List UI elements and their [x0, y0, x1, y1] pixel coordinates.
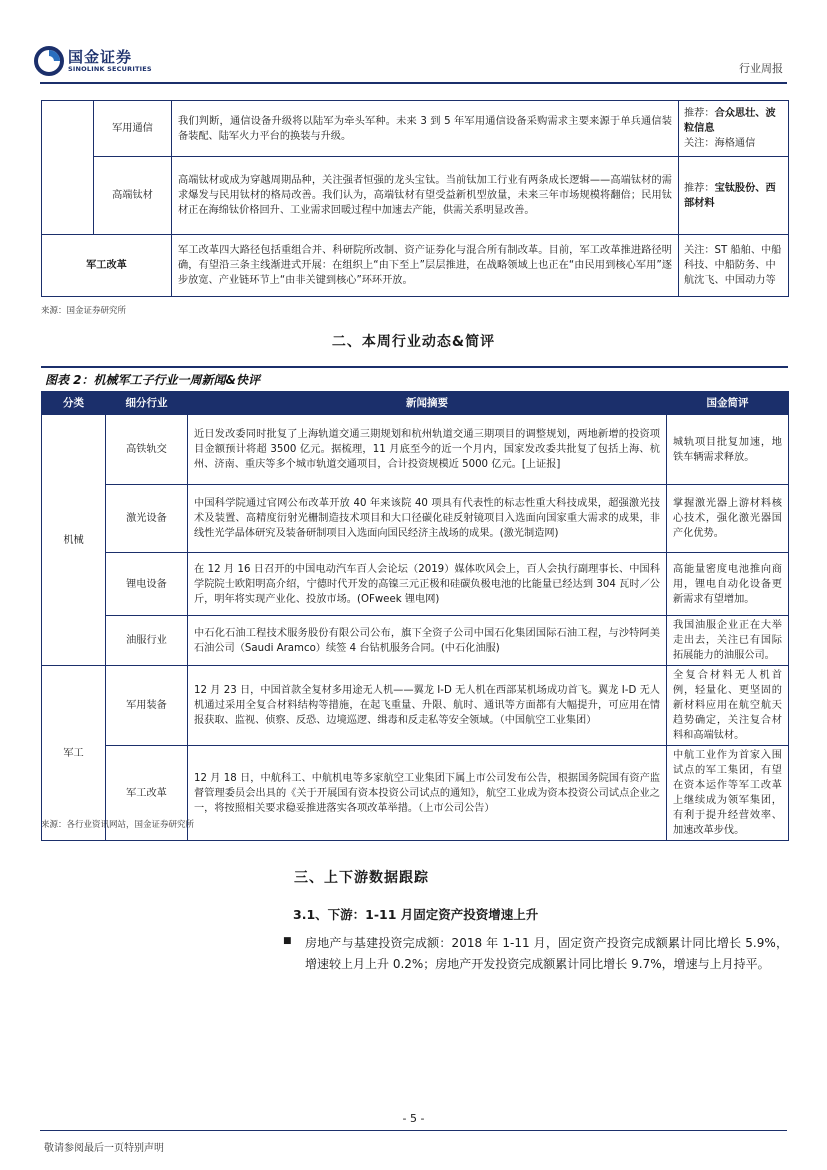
bullet-paragraph: [283, 933, 788, 975]
table-cell-sub: 油服行业: [106, 616, 188, 666]
recommend-prefix: 推荐：: [684, 182, 715, 194]
square-bullet-icon: ■: [283, 936, 292, 946]
table-row: [42, 616, 789, 666]
sinolink-logo-icon: [34, 46, 64, 76]
recommend-prefix: 推荐：: [684, 108, 715, 119]
footer-divider: [40, 1130, 787, 1131]
bullet-text: 房地产与基建投资完成额：2018 年 1-11 月，固定资产投资完成额累计同比增长 5.9%，增速较上月上升 0.2%；房地产开发投资完成额累计同比增长 9.7%，增速与上月持平。: [305, 936, 788, 971]
recommend-stocks: 合众思壮、波粒信息: [684, 108, 776, 134]
news-table: [41, 391, 789, 841]
table-cell-label: 军工改革: [42, 235, 172, 297]
header-category: 分类: [42, 392, 106, 415]
table-cell-news: 近日发改委同时批复了上海轨道交通三期规划和杭州轨道交通三期项目的调整规划，两地新增的投资项目金额预计将超 3500 亿元。据梳理，11 月底至今的近一个月内，国家发改委共批复了包括上海、杭州、济南、重庆等多个城市轨道交通项目，合计投资规模近 5000 亿元。[上证报]: [188, 415, 667, 485]
table-cell-text: 军工改革四大路径包括重组合并、科研院所改制、资产证券化与混合所有制改革。目前，军工改革推进路径明确，有望沿三条主线渐进式开展：在组织上“由下至上”层层推进，在战略领域上也正在“由民用到核心军用”逐步放宽、产业链环节上“由非关键到核心”环环开放。: [172, 235, 679, 297]
table-row: [42, 485, 789, 553]
table-cell-recommend: [679, 101, 789, 157]
section-title: 三、上下游数据跟踪: [294, 870, 429, 886]
table-cell-sub: 锂电设备: [106, 553, 188, 616]
figure-divider: [41, 366, 788, 368]
header-news: 新闻摘要: [188, 392, 667, 415]
watch-stocks: 关注：海格通信: [684, 138, 756, 149]
page-number: - 5 -: [402, 1112, 425, 1125]
table-cell-category: [42, 101, 94, 235]
table-cell-text: 我们判断，通信设备升级将以陆军为牵头军种。未来 3 到 5 年军用通信设备采购需求主要来源于单兵通信装备装配、陆军火力平台的换装与升级。: [172, 101, 679, 157]
table-cell-sub: 军工改革: [106, 746, 188, 841]
table-cell-recommend: [679, 157, 789, 235]
table-cell-comment: 中航工业作为首家入围试点的军工集团，有望在资本运作等军工改革上继续成为领军集团，有利于提升经营效率、加速改革步伐。: [667, 746, 789, 841]
military-recommendation-table: [41, 100, 789, 297]
table-row: [42, 157, 789, 235]
section-title: 二、本周行业动态&简评: [331, 334, 496, 350]
footer-disclaimer: 敬请参阅最后一页特别声明: [44, 1143, 164, 1154]
recommend-stocks: 宝钛股份、西部材料: [684, 182, 776, 209]
table-cell-sub: 军用通信: [94, 101, 172, 157]
table-cell-comment: 全复合材料无人机首例，轻量化、更坚固的新材料应用在航空航天趋势确定，关注复合材料和高端钛材。: [667, 666, 789, 746]
table-cell-comment: 城轨项目批复加速，地铁车辆需求释放。: [667, 415, 789, 485]
report-type: 行业周报: [739, 62, 783, 75]
table-cell-text: 高端钛材或成为穿越周期品种，关注强者恒强的龙头宝钛。当前钛加工行业有两条成长逻辑——高端钛材的需求爆发与民用钛材的格局改善。我们认为，高端钛材有望受益新机型放量，未来三年市场规模将翻倍；民用钛材正在海绵钛价格回升、工业需求回暖过程中加速去产能，供需关系明显改善。: [172, 157, 679, 235]
table-cell-sub: 激光设备: [106, 485, 188, 553]
subsection-title: 3.1、下游：1-11 月固定资产投资增速上升: [293, 907, 539, 922]
table-row: [42, 666, 789, 746]
company-logo: [34, 46, 152, 76]
table1-source: 来源：国金证券研究所: [41, 306, 127, 316]
table-cell-news: 中石化石油工程技术服务股份有限公司公布，旗下全资子公司中国石化集团国际石油工程，与沙特阿美石油公司（Saudi Aramco）续签 4 台钻机服务合同。(中石化油服): [188, 616, 667, 666]
table-cell-news: 12 月 23 日，中国首款全复材多用途无人机——翼龙 I-D 无人机在西部某机场成功首飞。翼龙 I-D 无人机通过采用全复合材料结构等措施，在起飞重量、升限、航时、通讯等方面都有大幅提升，可应用在情报获取、监视、侦察、反恐、边境巡逻、缉毒和反走私等安全领域。（中国航空工业集团）: [188, 666, 667, 746]
table-row: [42, 235, 789, 297]
figure-caption: 图表 2：机械军工子行业一周新闻&快评: [45, 373, 260, 387]
table-cell-sub: 高铁轨交: [106, 415, 188, 485]
logo-cn-text: 国金证券: [68, 47, 133, 66]
logo-en-text: SINOLINK SECURITIES: [68, 64, 152, 73]
table-cell-category: 机械: [42, 415, 106, 666]
header-sub: 细分行业: [106, 392, 188, 415]
table-header-row: [42, 392, 789, 415]
table-cell-news: 中国科学院通过官网公布改革开放 40 年来该院 40 项具有代表性的标志性重大科技成果，超强激光技术及装置、高精度衍射光栅制造技术项目和大口径碳化硅反射镜项目入选面向国家重大需求的成果，非线性光学晶体研究及装备研制项目入选面向国民经济主战场的成果。(激光制造网): [188, 485, 667, 553]
table-cell-comment: 掌握激光器上游材料核心技术，强化激光器国产化优势。: [667, 485, 789, 553]
table-row: [42, 415, 789, 485]
table-cell-comment: 我国油服企业正在大举走出去，关注已有国际拓展能力的油服公司。: [667, 616, 789, 666]
table2-source: 来源：各行业资讯网站，国金证券研究所: [41, 820, 195, 830]
table-cell-sub: 军用装备: [106, 666, 188, 746]
table-row: [42, 101, 789, 157]
table-cell-watch: 关注：ST 船舶、中船科技、中船防务、中航沈飞、中国动力等: [679, 235, 789, 297]
table-cell-category: 军工: [42, 666, 106, 841]
table-row: [42, 553, 789, 616]
table-cell-sub: 高端钛材: [94, 157, 172, 235]
table-cell-news: 在 12 月 16 日召开的中国电动汽车百人会论坛（2019）媒体吹风会上，百人会执行副理事长、中国科学院院士欧阳明高介绍，宁德时代开发的高镍三元正极和硅碳负极电池的比能量已经达到 304 瓦时／公斤，明年将实现产业化、投放市场。(OFweek 锂电网): [188, 553, 667, 616]
header-divider: [40, 82, 787, 84]
table-cell-comment: 高能量密度电池推向商用，锂电自动化设备更新需求有望增加。: [667, 553, 789, 616]
header-comment: 国金简评: [667, 392, 789, 415]
table-cell-news: 12 月 18 日，中航科工、中航机电等多家航空工业集团下属上市公司发布公告，根据国务院国有资产监督管理委员会出具的《关于开展国有资本投资公司试点的通知》，航空工业成为资本投资公司试点企业之一，将按照相关要求稳妥推进落实各项改革举措。（上市公司公告）: [188, 746, 667, 841]
